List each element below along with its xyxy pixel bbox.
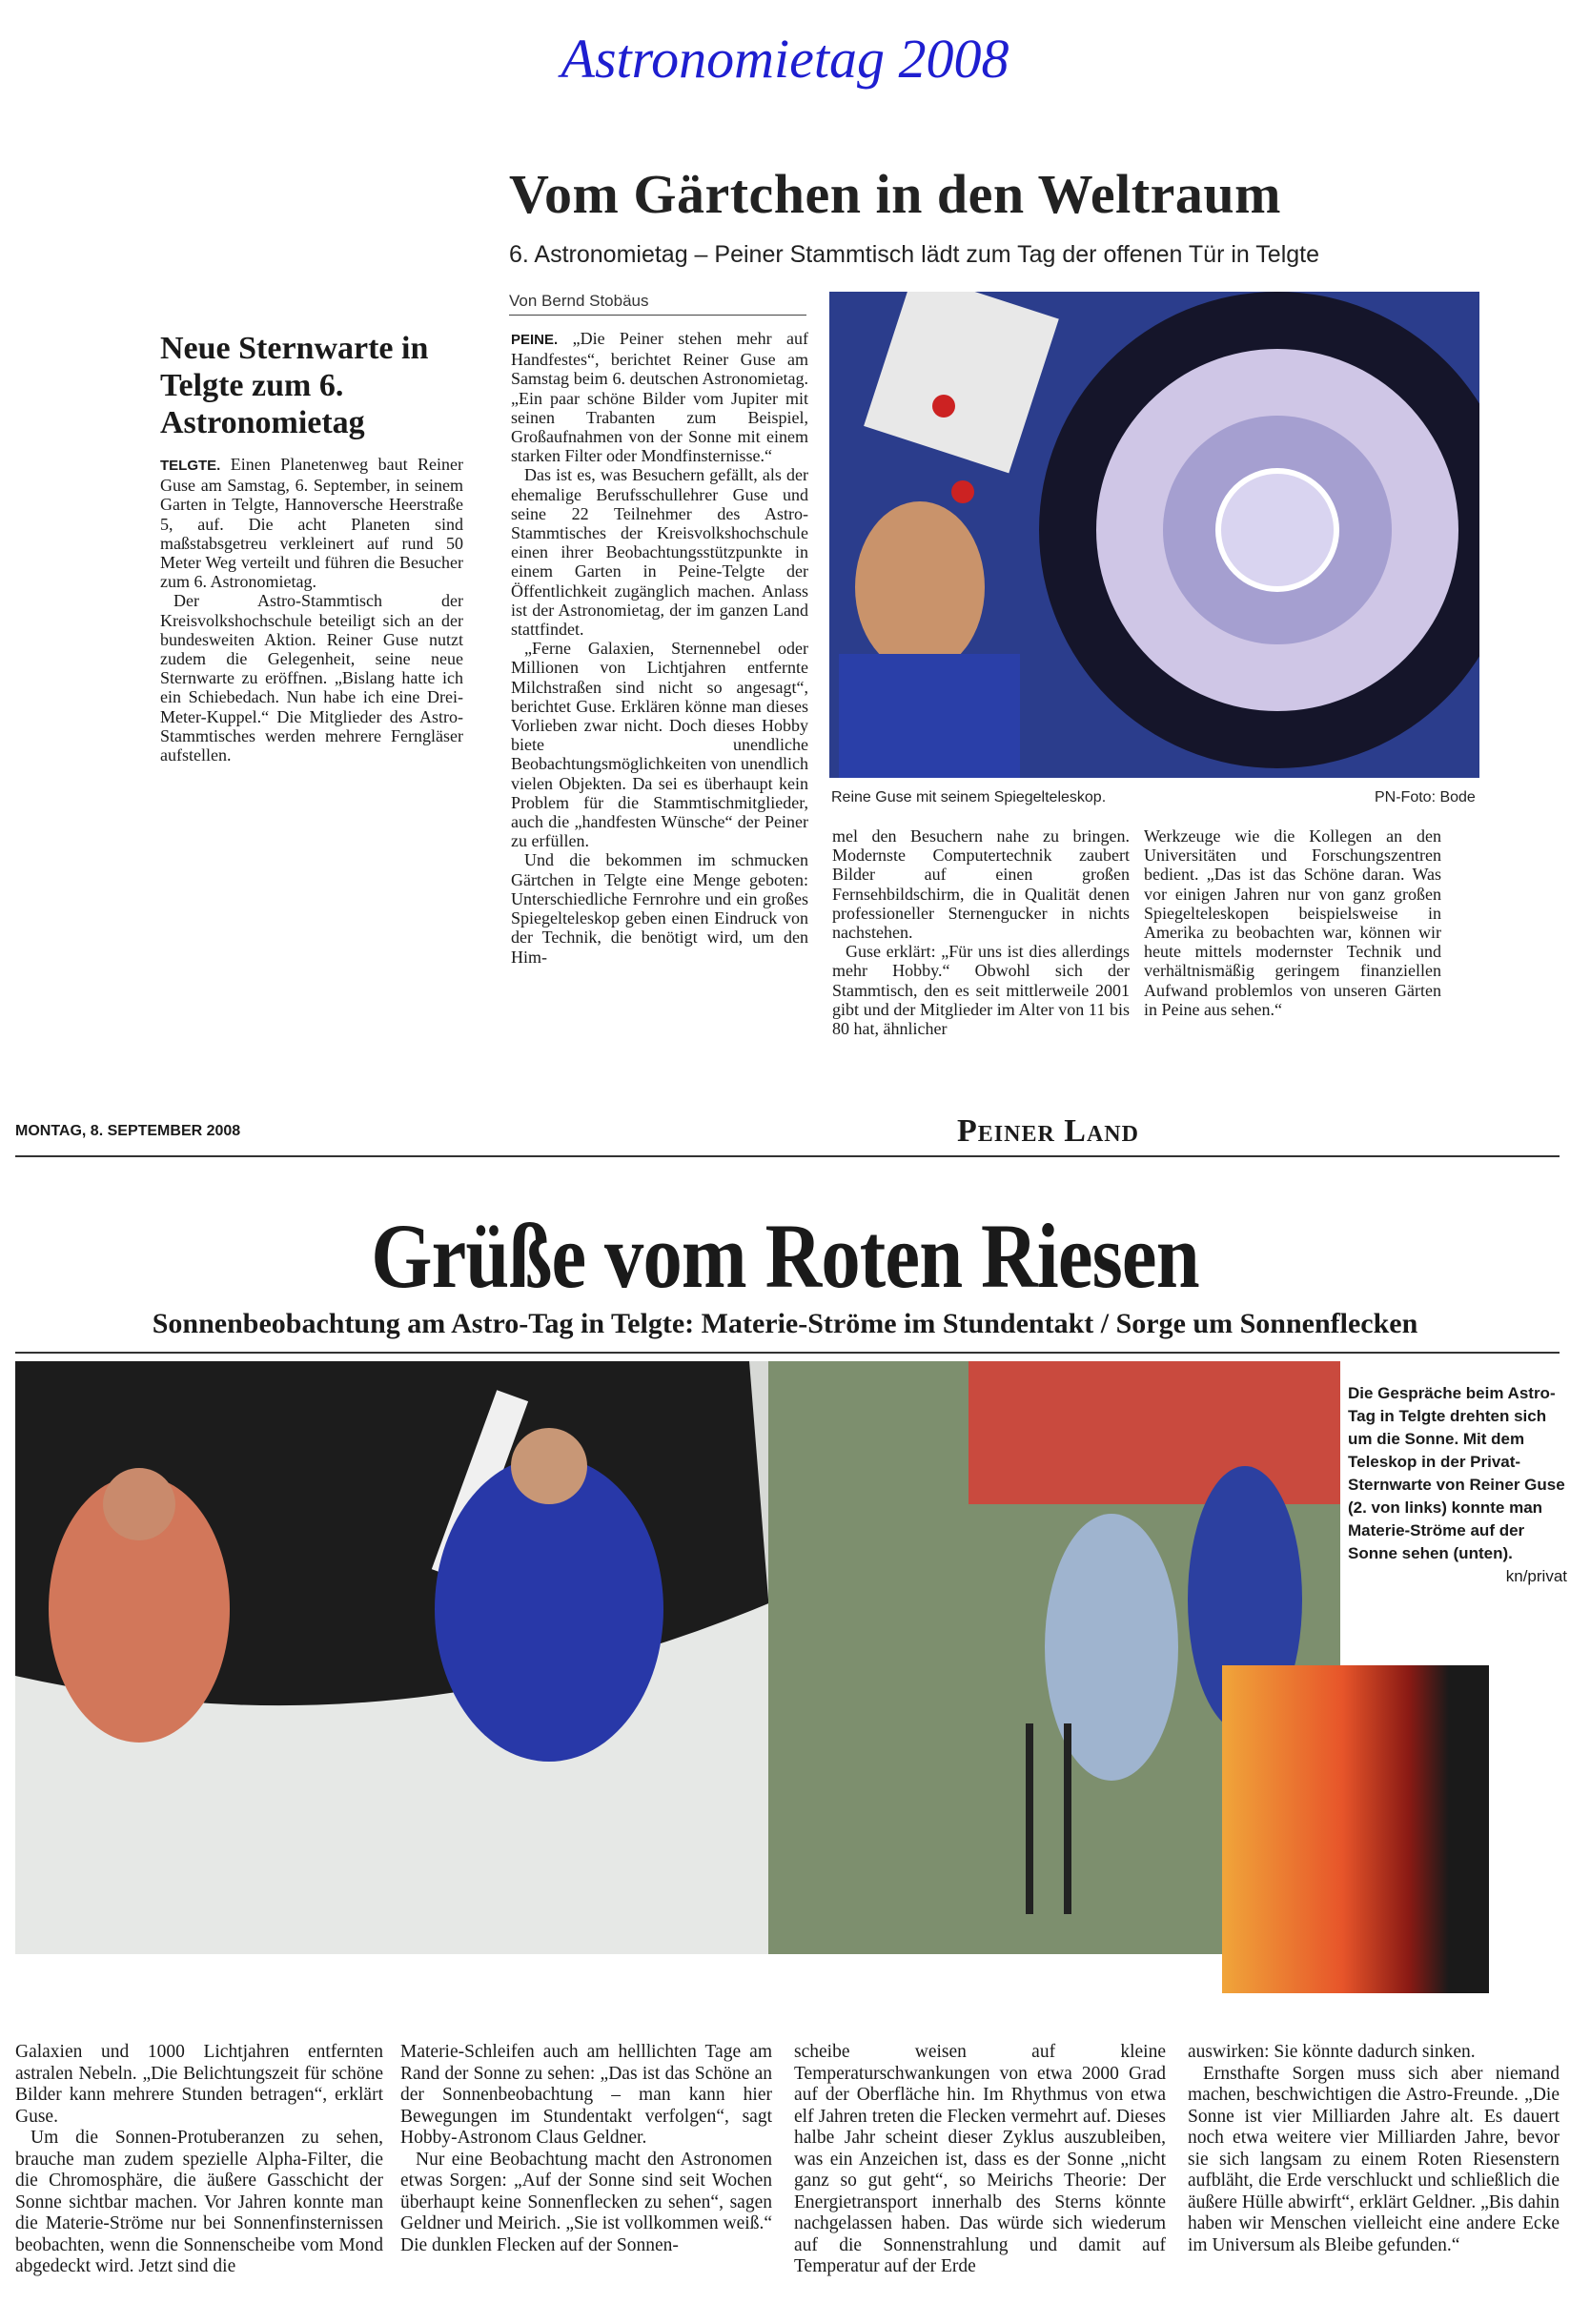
article1-paragraph: Guse erklärt: „Für uns ist dies allerdings mehr Hobby.“ Obwohl sich der Stammtisch, den es seit mittlerweile 2001 gibt und der Mitglieder im Alter von 11 bis 80 hat, ähnlicher: [832, 942, 1130, 1039]
article2-paragraph: auswirken: Sie könnte dadurch sinken.: [1188, 2042, 1476, 2062]
article1-paragraph: PEINE. „Die Peiner stehen mehr auf Handfestes“, berichtet Reiner Guse am Samstag beim 6. deutschen Astronomietag. „Ein paar schöne Bilder vom Jupiter mit seinen Trabanten zum Beispiel, Großaufnahmen von der Sonne mit einem starken Filter oder Mondfinsternisse.“: [511, 329, 809, 466]
headline-rule: [15, 1352, 1560, 1354]
sidebar-headline: Neue Sternwarte in Telgte zum 6. Astronomietag: [160, 331, 429, 440]
telescope-illustration: [829, 292, 1479, 778]
sidebar-paragraph: Der Astro-Stammtisch der Kreisvolkshochschule beteiligt sich an der bundesweiten Aktion. Reiner Guse nutzt zudem die Gelegenheit, seine neue Sternwarte zu eröffnen. „Bislang hatte ich ein Schiebedach. Nun habe ich eine Drei-Meter-Kuppel.“ Die Mitglieder des Astro-Stammtisches werden mehrere Ferngläser aufstellen.: [160, 591, 463, 765]
sidebar-text: [160, 455, 463, 764]
observatory-photo: [15, 1361, 1340, 1954]
article1-headline: Vom Gärtchen in den Weltraum: [509, 163, 1281, 225]
article2-column-2: [400, 2042, 772, 2256]
article1-column-2: [832, 826, 1130, 1038]
sun-prominence-image: [1222, 1665, 1489, 1993]
article1-subheadline: 6. Astronomietag – Peiner Stammtisch lädt zum Tag der offenen Tür in Telgte: [509, 241, 1320, 268]
article2-column-4: [1188, 2042, 1560, 2256]
article1-column-3: [1144, 826, 1441, 1019]
sidebar-paragraph: TELGTE. Einen Planetenweg baut Reiner Guse am Samstag, 6. September, in seinem Garten in Telgte, Hannoversche Heerstraße 5, auf. Die acht Planeten sind maßstabsgetreu verkleinert auf rund 50 Meter Weg verteilt und führen die Besucher zum 6. Astronomietag.: [160, 455, 463, 592]
article2-headline: Grüße vom Roten Riesen: [371, 1205, 1199, 1307]
article1-paragraph: Das ist es, was Besuchern gefällt, als der ehemalige Berufsschullehrer Guse und seine 22 Teilnehmer des Astro-Stammtisches der Kreisvolkshochschule einen ihrer Beobachtungsstützpunkte in einem Garten in Peine-Telgte der Öffentlichkeit zugänglich machen. Anlass ist der Astronomietag, der im ganzen Land stattfindet.: [511, 465, 808, 640]
sidebar-kicker: TELGTE.: [160, 458, 221, 474]
page-title: Astronomietag 2008: [561, 28, 1009, 90]
article2-subheadline: Sonnenbeobachtung am Astro-Tag in Telgte: Materie-Ströme im Stundentakt / Sorge um Sonnenflecken: [152, 1308, 1418, 1339]
article2-caption: Die Gespräche beim Astro-Tag in Telgte drehten sich um die Sonne. Mit dem Teleskop in der Privat-Sternwarte von Reiner Guse (2. von links) konnte man Materie-Ströme auf der Sonne sehen (unten). kn/privat: [1348, 1382, 1567, 1588]
article2-caption-credit: kn/privat: [1505, 1567, 1567, 1585]
article2-paragraph: scheibe weisen auf kleine Temperaturschwankungen von etwa 2000 Grad auf der Oberfläche hin. Im Rhythmus von etwa elf Jahren treten die Flecken vermehrt auf. Dieses halbe Jahr scheint dieser Zyklus auszubleiben, was ein Anzeichen ist, dass es der Sonne „nicht ganz so gut geht“, so Meirichs Theorie: Der Energietransport innerhalb des Sterns könnte nachgelassen haben. Das würde sich wiederum auf die Sonnenstrahlung und damit auf Temperatur auf der Erde: [794, 2042, 1166, 2276]
observatory-illustration: [15, 1361, 1340, 1954]
article1-kicker: PEINE.: [511, 332, 559, 348]
article2-column-3: [794, 2042, 1166, 2278]
issue-date: MONTAG, 8. SEPTEMBER 2008: [15, 1123, 241, 1139]
article1-paragraph: mel den Besuchern nahe zu bringen. Modernste Computertechnik zaubert Bilder auf einen großen Fernsehbildschirm, die in Qualität denen professioneller Sternengucker in nichts nachstehen.: [832, 826, 1130, 943]
article1-byline: Von Bernd Stobäus: [509, 292, 806, 316]
section-rule: [15, 1155, 1560, 1157]
article2-paragraph: Ernsthafte Sorgen muss sich aber niemand machen, beschwichtigen die Astro-Freunde. „Die Sonne ist vier Milliarden Jahre alt. Es dauert noch etwa weitere vier Milliarden Jahre, bevor sie sich langsam zu einem Roten Riesenstern aufbläht, die Erde verschluckt und schließlich die äußere Hülle abwirft“, erklärt Geldner. „Bis dahin haben wir Menschen vielleicht eine andere Ecke im Universum als Bleibe gefunden.“: [1188, 2063, 1560, 2255]
article2-column-1: [15, 2042, 383, 2278]
photo-credit: PN-Foto: Bode: [1375, 789, 1476, 805]
article2-paragraph: Materie-Schleifen auch am helllichten Tage am Rand der Sonne zu sehen: „Das ist das Schöne an der Sonnenbeobachtung – man kann hier Bewegungen im Stundentakt verfolgen“, sagt Hobby-Astronom Claus Geldner.: [400, 2042, 772, 2148]
article1-column-1: [511, 329, 808, 967]
article1-paragraph: Werkzeuge wie die Kollegen an den Universitäten und Forschungszentren bedient. „Das ist das Schöne daran. Was vor einigen Jahren nur von ganz großen Spiegelteleskopen beispielsweise in Amerika zu beobachten war, können wir heute mittels modernster Technik und verhältnismäßig geringem finanziellen Aufwand problemlos von unseren Gärten in Peine aus sehen.“: [1144, 826, 1441, 1019]
telescope-photo: [829, 292, 1479, 778]
section-name: Peiner Land: [957, 1113, 1139, 1149]
article2-paragraph: Nur eine Beobachtung macht den Astronomen etwas Sorgen: „Auf der Sonne sind seit Wochen überhaupt keine Sonnenflecken zu sehen“, sagen Geldner und Meirich. „Sie ist vollkommen weiß.“ Die dunklen Flecken auf der Sonnen-: [400, 2149, 772, 2255]
article2-paragraph: Galaxien und 1000 Lichtjahren entfernten astralen Nebeln. „Die Belichtungszeit für schöne Bilder kann mehrere Stunden betragen“, erklärt Guse.: [15, 2042, 383, 2127]
article2-paragraph: Um die Sonnen-Protuberanzen zu sehen, brauche man zudem spezielle Alpha-Filter, die die Chromosphäre, die äußere Gasschicht der Sonne sichtbar machen. Vor Jahren konnte man die Materie-Ströme nur bei Sonnenfinsternissen beobachten, wenn die Sonnenscheibe vom Mond abgedeckt wird. Jetzt sind die: [15, 2128, 383, 2276]
article1-paragraph: Und die bekommen im schmucken Gärtchen in Telgte eine Menge geboten: Unterschiedliche Fernrohre und ein großes Spiegelteleskop geben einen Eindruck von der Technik, die benötigt wird, um den Him-: [511, 850, 808, 967]
article1-paragraph: „Ferne Galaxien, Sternennebel oder Millionen von Lichtjahren entfernte Milchstraßen sind nicht so angesagt“, berichtet Guse. Erklären könne man dieses Vorlieben zwar nicht. Doch dieses Hobby biete unendliche Beobachtungsmöglichkeiten von unendlich vielen Objekten. Da sei es überhaupt kein Problem für die Stammtischmitglieder, auch die „handfesten Wünsche“ der Peiner zu erfüllen.: [511, 639, 808, 851]
photo-caption: Reine Guse mit seinem Spiegelteleskop.: [831, 789, 1107, 805]
